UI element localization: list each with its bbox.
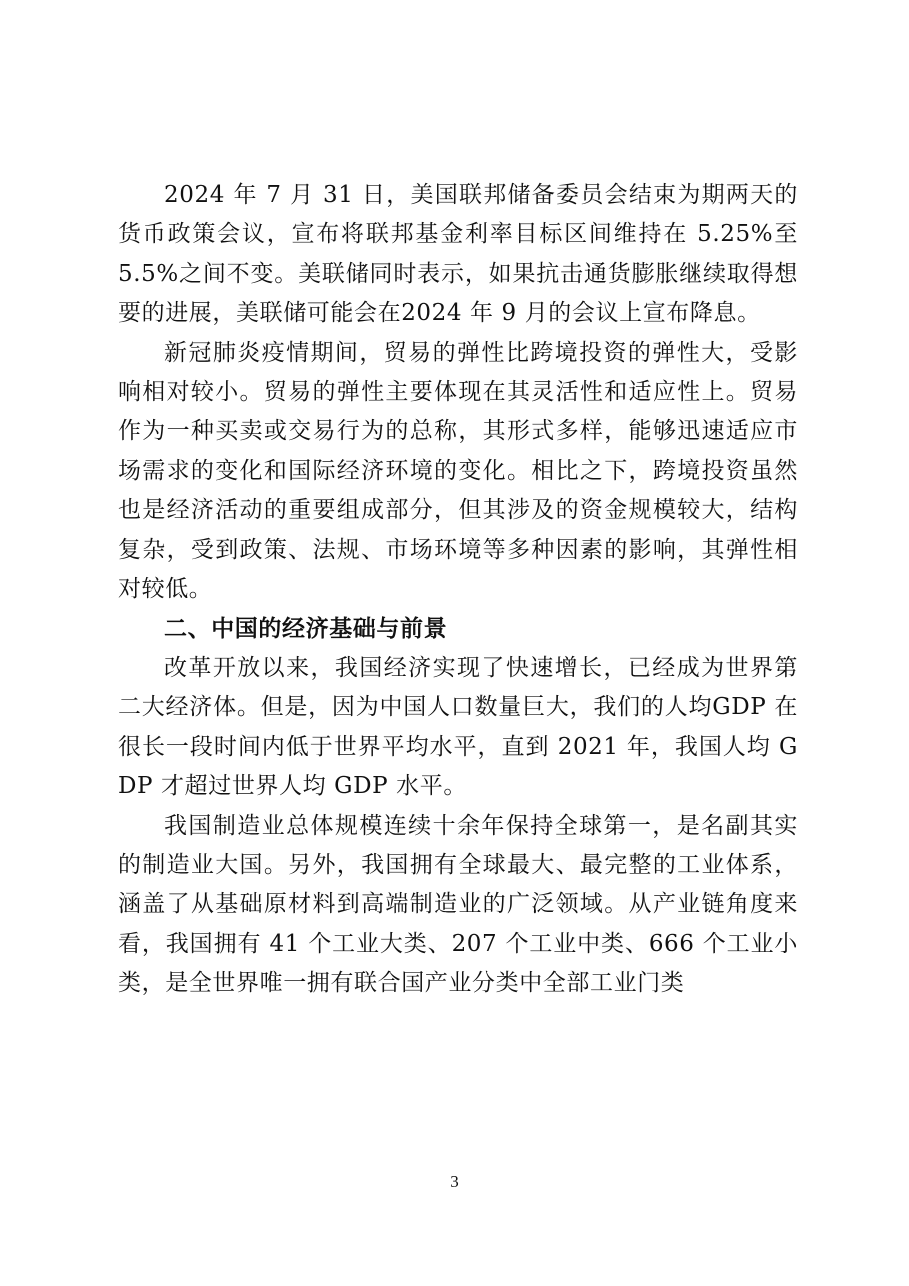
section-heading: 二、中国的经济基础与前景 [164, 615, 448, 643]
paragraph-fed-rate: 2024 年 7 月 31 日，美国联邦储备委员会结束为期两天的货币政策会议，宣布将联邦基金利率目标区间维持在 5.25%至 5.5%之间不变。美联储同时表示，如果抗击通货膨胀继续取得想要的进展，美联储可能会在2024 年 9 月的会议上宣布降息。 [118, 182, 798, 327]
page-number: 3 [450, 1172, 459, 1191]
paragraph-manufacturing: 我国制造业总体规模连续十余年保持全球第一，是名副其实的制造业大国。另外，我国拥有全球最大、最完整的工业体系，涵盖了从基础原材料到高端制造业的广泛领域。从产业链角度来看，我国拥有 41 个工业大类、207 个工业中类、666 个工业小类，是全世界唯一拥有联合国产业分类中全部工业门类 [118, 812, 798, 997]
document-body [118, 176, 798, 1004]
paragraph-trade-resilience: 新冠肺炎疫情期间，贸易的弹性比跨境投资的弹性大，受影响相对较小。贸易的弹性主要体现在其灵活性和适应性上。贸易作为一种买卖或交易行为的总称，其形式多样，能够迅速适应市场需求的变化和国际经济环境的变化。相比之下，跨境投资虽然也是经济活动的重要组成部分，但其涉及的资金规模较大，结构复杂，受到政策、法规、市场环境等多种因素的影响，其弹性相对较低。 [118, 339, 798, 603]
paragraph-economic-growth: 改革开放以来，我国经济实现了快速增长，已经成为世界第二大经济体。但是，因为中国人口数量巨大，我们的人均GDP 在很长一段时间内低于世界平均水平，直到 2021 年，我国人均 GDP 才超过世界人均 GDP 水平。 [118, 654, 798, 800]
